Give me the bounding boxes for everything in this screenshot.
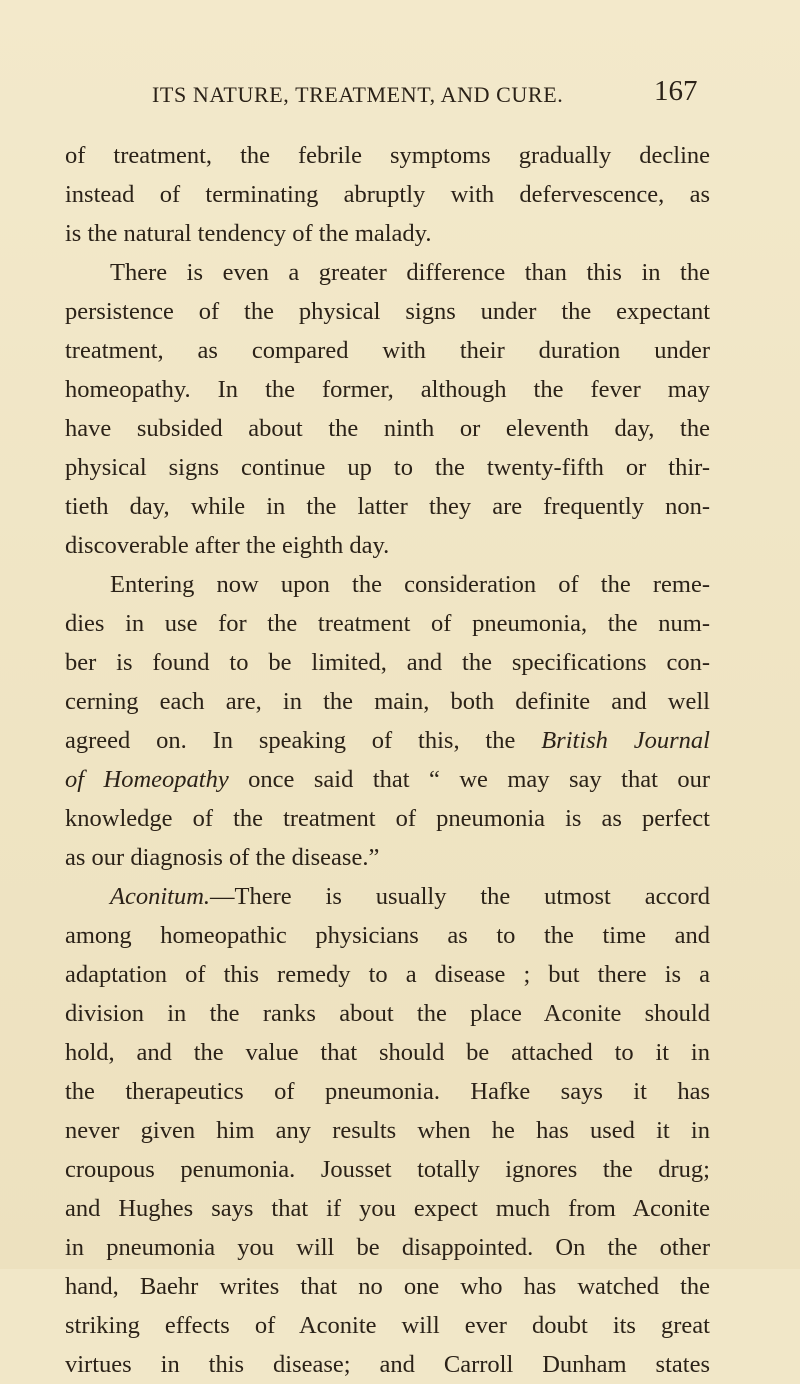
text-line: and Hughes says that if you expect much from Aconite	[65, 1195, 710, 1222]
text-line: striking effects of Aconite will ever doubt its great	[65, 1312, 710, 1339]
text-line: among homeopathic physicians as to the time and	[65, 922, 710, 949]
text-run: —There is usually the utmost accord	[210, 883, 710, 910]
text-line: of treatment, the febrile symptoms gradually decline	[65, 142, 710, 169]
text-line: dies in use for the treatment of pneumonia, the num-	[65, 610, 710, 637]
text-line: physical signs continue up to the twenty-fifth or thir-	[65, 454, 710, 481]
text-line: There is even a greater difference than this in the	[110, 259, 710, 286]
body-text	[65, 136, 710, 1384]
page-number: 167	[654, 75, 698, 107]
text-line: adaptation of this remedy to a disease ; but there is a	[65, 961, 710, 988]
text-line: tieth day, while in the latter they are frequently non-	[65, 493, 710, 520]
journal-title-italic: of Homeopathy	[65, 766, 229, 793]
text-line: instead of terminating abruptly with defervescence, as	[65, 181, 710, 208]
running-head	[152, 75, 712, 108]
text-line: croupous penumonia. Jousset totally ignores the drug;	[65, 1156, 710, 1183]
text-line: treatment, as compared with their duration under	[65, 337, 710, 364]
text-line: ber is found to be limited, and the specifications con-	[65, 649, 710, 676]
text-line: Entering now upon the consideration of the reme-	[110, 571, 710, 598]
text-line: in pneumonia you will be disappointed. On the other	[65, 1234, 710, 1261]
text-line: discoverable after the eighth day.	[65, 532, 390, 559]
remedy-heading-italic: Aconitum.	[110, 883, 211, 910]
text-line: as our diagnosis of the disease.”	[65, 844, 380, 871]
running-title: ITS NATURE, TREATMENT, AND CURE.	[152, 82, 564, 107]
text-line: never given him any results when he has used it in	[65, 1117, 710, 1144]
text-line: persistence of the physical signs under the expectant	[65, 298, 710, 325]
text-line: division in the ranks about the place Aconite should	[65, 1000, 710, 1027]
text-line: is the natural tendency of the malady.	[65, 220, 432, 247]
text-line: homeopathy. In the former, although the fever may	[65, 376, 710, 403]
text-line: have subsided about the ninth or eleventh day, the	[65, 415, 710, 442]
text-line: virtues in this disease; and Carroll Dunham states	[65, 1351, 710, 1378]
text-line: cerning each are, in the main, both definite and well	[65, 688, 710, 715]
text-line	[65, 877, 710, 916]
text-run: once said that “ we may say that our	[228, 766, 710, 793]
journal-title-italic: British Journal	[541, 727, 710, 754]
text-line	[65, 760, 710, 799]
text-line: the therapeutics of pneumonia. Hafke says it has	[65, 1078, 710, 1105]
text-run: agreed on. In speaking of this, the	[65, 727, 542, 754]
text-line: knowledge of the treatment of pneumonia is as perfect	[65, 805, 710, 832]
text-line	[65, 721, 710, 760]
text-line: hand, Baehr writes that no one who has watched the	[65, 1273, 710, 1300]
text-line: hold, and the value that should be attached to it in	[65, 1039, 710, 1066]
